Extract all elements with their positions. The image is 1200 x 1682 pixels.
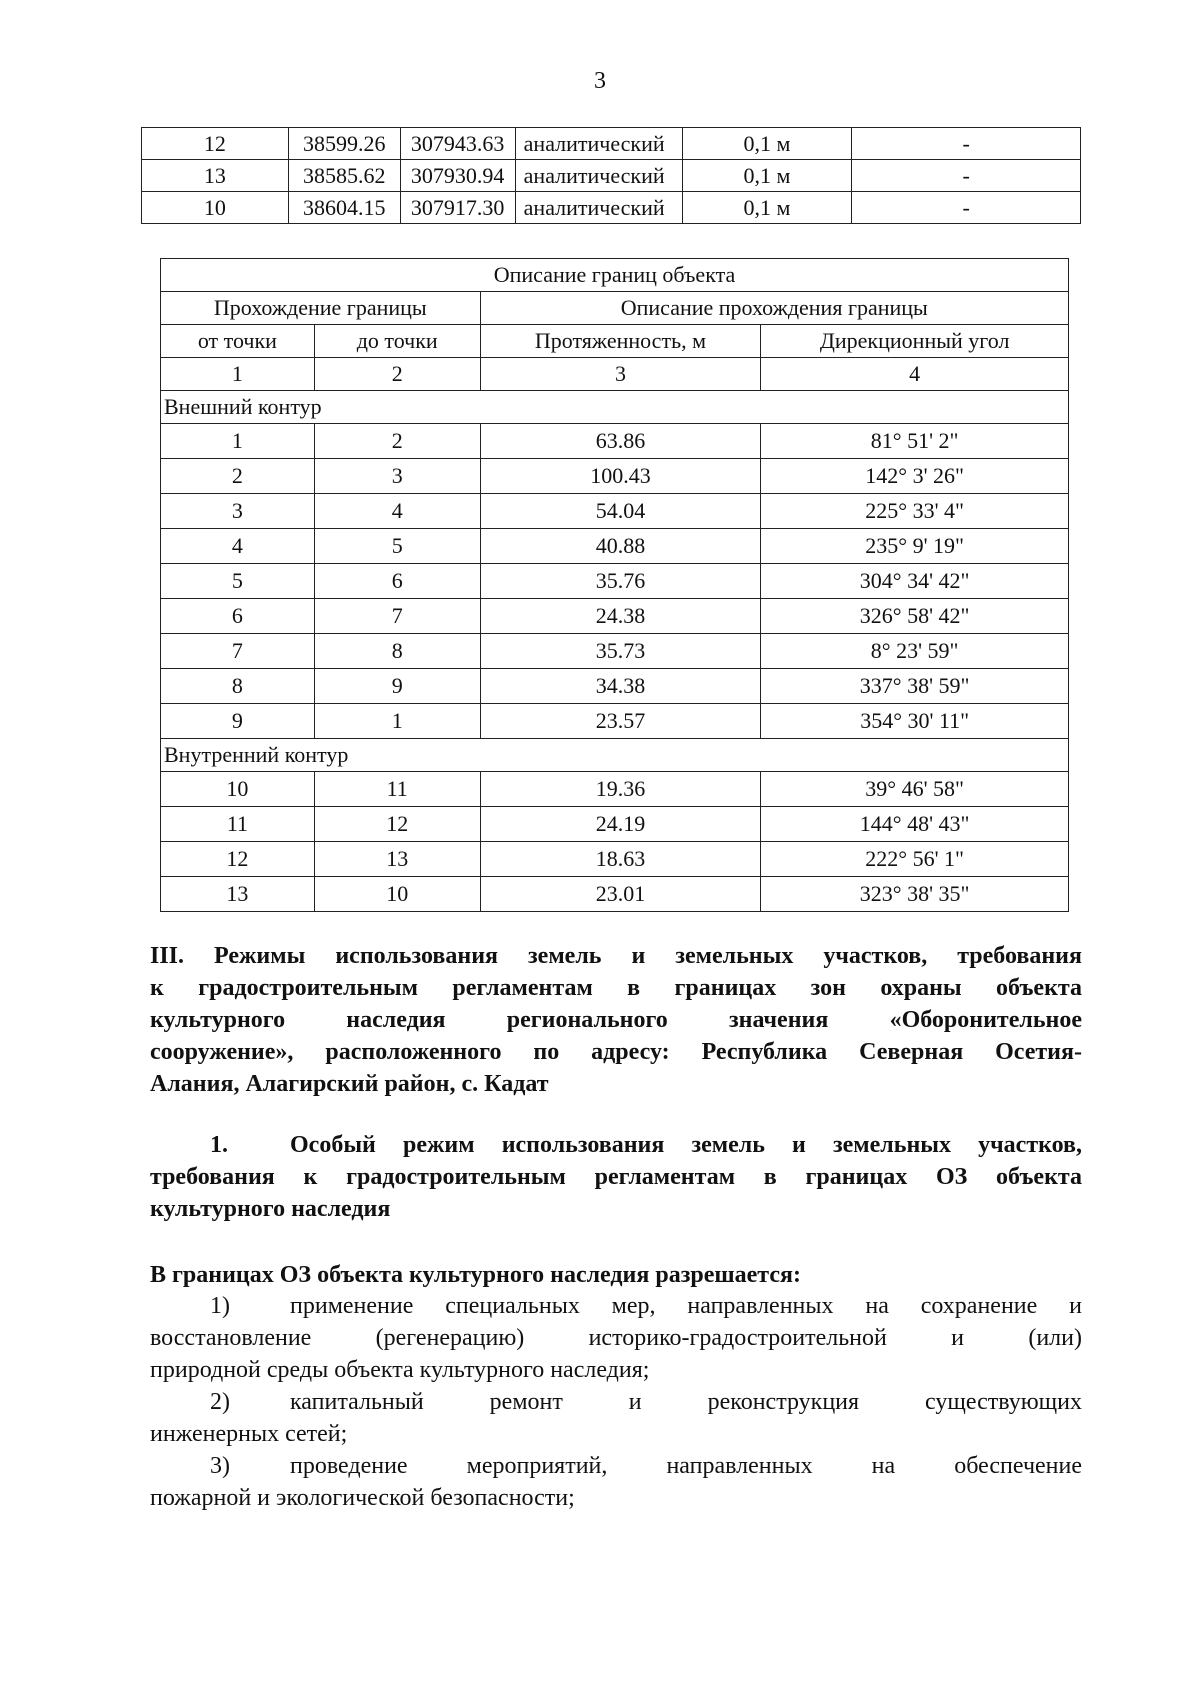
from-point-cell: 7 <box>161 634 315 669</box>
length-cell: 63.86 <box>480 424 761 459</box>
heading-line: Алания, Алагирский район, с. Кадат <box>150 1071 549 1097</box>
heading-line: культурного наследия регионального значения «Оборонительное <box>150 1007 1082 1033</box>
list-item-text: природной среды объекта культурного наследия; <box>150 1357 650 1383</box>
length-cell: 23.57 <box>480 704 761 739</box>
list-item-line <box>150 1482 1082 1514</box>
to-point-cell: 6 <box>314 564 480 599</box>
length-cell: 35.76 <box>480 564 761 599</box>
list-item <box>150 1450 1082 1514</box>
to-point-cell: 7 <box>314 599 480 634</box>
table-row <box>142 128 1081 160</box>
method-cell: аналитический <box>515 160 682 192</box>
column-number: 2 <box>314 358 480 391</box>
boundary-description-table <box>160 258 1069 912</box>
table-row <box>161 529 1069 564</box>
to-point-cell: 4 <box>314 494 480 529</box>
length-cell: 40.88 <box>480 529 761 564</box>
heading-line: III. Режимы использования земель и земельных участков, требования <box>150 943 1082 969</box>
table-row <box>161 807 1069 842</box>
note-cell: - <box>852 160 1081 192</box>
from-point-cell: 11 <box>161 807 315 842</box>
point-cell: 12 <box>142 128 289 160</box>
to-point-cell: 12 <box>314 807 480 842</box>
column-header-length: Протяженность, м <box>480 325 761 358</box>
column-number: 4 <box>761 358 1069 391</box>
allowed-heading: В границах ОЗ объекта культурного наследия разрешается: <box>150 1262 801 1288</box>
angle-cell: 81° 51' 2" <box>761 424 1069 459</box>
to-point-cell: 5 <box>314 529 480 564</box>
length-cell: 34.38 <box>480 669 761 704</box>
heading-line: к градостроительным регламентам в границах зон охраны объекта <box>150 975 1082 1001</box>
page-number: 3 <box>594 68 606 94</box>
angle-cell: 142° 3' 26" <box>761 459 1069 494</box>
heading-text: Особый режим использования земель и земельных участков, <box>290 1132 1082 1158</box>
to-point-cell: 11 <box>314 772 480 807</box>
length-cell: 100.43 <box>480 459 761 494</box>
list-item-text: проведение мероприятий, направленных на обеспечение <box>290 1453 1082 1479</box>
from-point-cell: 2 <box>161 459 315 494</box>
inner-contour-label: Внутренний контур <box>161 739 1069 772</box>
list-item <box>150 1386 1082 1450</box>
length-cell: 54.04 <box>480 494 761 529</box>
table-row <box>161 772 1069 807</box>
to-point-cell: 2 <box>314 424 480 459</box>
column-header-to: до точки <box>314 325 480 358</box>
angle-cell: 354° 30' 11" <box>761 704 1069 739</box>
angle-cell: 222° 56' 1" <box>761 842 1069 877</box>
y-coordinate-cell: 307917.30 <box>400 192 515 224</box>
list-item-line <box>150 1354 1082 1386</box>
list-item-line <box>150 1386 1082 1418</box>
y-coordinate-cell: 307943.63 <box>400 128 515 160</box>
angle-cell: 235° 9' 19" <box>761 529 1069 564</box>
list-item <box>150 1290 1082 1386</box>
column-header-angle: Дирекционный угол <box>761 325 1069 358</box>
point-cell: 13 <box>142 160 289 192</box>
from-point-cell: 13 <box>161 877 315 912</box>
column-header-from: от точки <box>161 325 315 358</box>
accuracy-cell: 0,1 м <box>682 192 852 224</box>
subsection-number: 1. <box>210 1132 228 1158</box>
from-point-cell: 6 <box>161 599 315 634</box>
outer-contour-label: Внешний контур <box>161 391 1069 424</box>
angle-cell: 144° 48' 43" <box>761 807 1069 842</box>
x-coordinate-cell: 38585.62 <box>288 160 400 192</box>
method-cell: аналитический <box>515 128 682 160</box>
table-row <box>161 634 1069 669</box>
to-point-cell: 9 <box>314 669 480 704</box>
point-cell: 10 <box>142 192 289 224</box>
table-row <box>161 599 1069 634</box>
from-point-cell: 8 <box>161 669 315 704</box>
column-number: 3 <box>480 358 761 391</box>
heading-line: сооружение», расположенного по адресу: Республика Северная Осетия- <box>150 1039 1082 1065</box>
length-cell: 24.19 <box>480 807 761 842</box>
group-header-passage: Прохождение границы <box>161 292 481 325</box>
angle-cell: 304° 34' 42" <box>761 564 1069 599</box>
heading-line <box>150 1129 1082 1161</box>
table-row <box>142 160 1081 192</box>
to-point-cell: 10 <box>314 877 480 912</box>
allowed-list <box>150 1290 1082 1514</box>
list-item-text: капитальный ремонт и реконструкция существующих <box>290 1389 1082 1415</box>
to-point-cell: 1 <box>314 704 480 739</box>
table-row <box>161 669 1069 704</box>
note-cell: - <box>852 192 1081 224</box>
length-cell: 24.38 <box>480 599 761 634</box>
list-item-line <box>150 1322 1082 1354</box>
from-point-cell: 4 <box>161 529 315 564</box>
subsection-heading <box>150 1129 1082 1225</box>
column-number: 1 <box>161 358 315 391</box>
from-point-cell: 9 <box>161 704 315 739</box>
from-point-cell: 12 <box>161 842 315 877</box>
table-row <box>161 877 1069 912</box>
list-item-line <box>150 1450 1082 1482</box>
angle-cell: 326° 58' 42" <box>761 599 1069 634</box>
list-item-number: 2) <box>210 1389 230 1415</box>
accuracy-cell: 0,1 м <box>682 128 852 160</box>
angle-cell: 337° 38' 59" <box>761 669 1069 704</box>
x-coordinate-cell: 38599.26 <box>288 128 400 160</box>
list-item-line <box>150 1290 1082 1322</box>
length-cell: 23.01 <box>480 877 761 912</box>
table-row <box>161 842 1069 877</box>
table-row <box>161 704 1069 739</box>
angle-cell: 323° 38' 35" <box>761 877 1069 912</box>
coordinates-table <box>141 127 1081 224</box>
length-cell: 18.63 <box>480 842 761 877</box>
table-row <box>161 494 1069 529</box>
to-point-cell: 13 <box>314 842 480 877</box>
list-item-number: 3) <box>210 1453 230 1479</box>
table-row <box>161 459 1069 494</box>
section-heading <box>150 940 1082 1100</box>
from-point-cell: 3 <box>161 494 315 529</box>
length-cell: 19.36 <box>480 772 761 807</box>
angle-cell: 39° 46' 58" <box>761 772 1069 807</box>
heading-line: требования к градостроительным регламентам в границах ОЗ объекта <box>150 1164 1082 1190</box>
list-item-text: пожарной и экологической безопасности; <box>150 1485 575 1511</box>
angle-cell: 225° 33' 4" <box>761 494 1069 529</box>
from-point-cell: 1 <box>161 424 315 459</box>
length-cell: 35.73 <box>480 634 761 669</box>
table-row <box>161 424 1069 459</box>
list-item-text: восстановление (регенерацию) историко-градостроительной и (или) <box>150 1325 1082 1351</box>
from-point-cell: 10 <box>161 772 315 807</box>
to-point-cell: 3 <box>314 459 480 494</box>
table-row <box>161 564 1069 599</box>
angle-cell: 8° 23' 59" <box>761 634 1069 669</box>
to-point-cell: 8 <box>314 634 480 669</box>
heading-line: культурного наследия <box>150 1196 391 1222</box>
list-item-text: инженерных сетей; <box>150 1421 348 1447</box>
list-item-line <box>150 1418 1082 1450</box>
method-cell: аналитический <box>515 192 682 224</box>
y-coordinate-cell: 307930.94 <box>400 160 515 192</box>
table-title: Описание границ объекта <box>161 259 1069 292</box>
list-item-number: 1) <box>210 1293 230 1319</box>
from-point-cell: 5 <box>161 564 315 599</box>
table-row <box>142 192 1081 224</box>
list-item-text: применение специальных мер, направленных на сохранение и <box>290 1293 1082 1319</box>
group-header-description: Описание прохождения границы <box>480 292 1068 325</box>
accuracy-cell: 0,1 м <box>682 160 852 192</box>
x-coordinate-cell: 38604.15 <box>288 192 400 224</box>
note-cell: - <box>852 128 1081 160</box>
